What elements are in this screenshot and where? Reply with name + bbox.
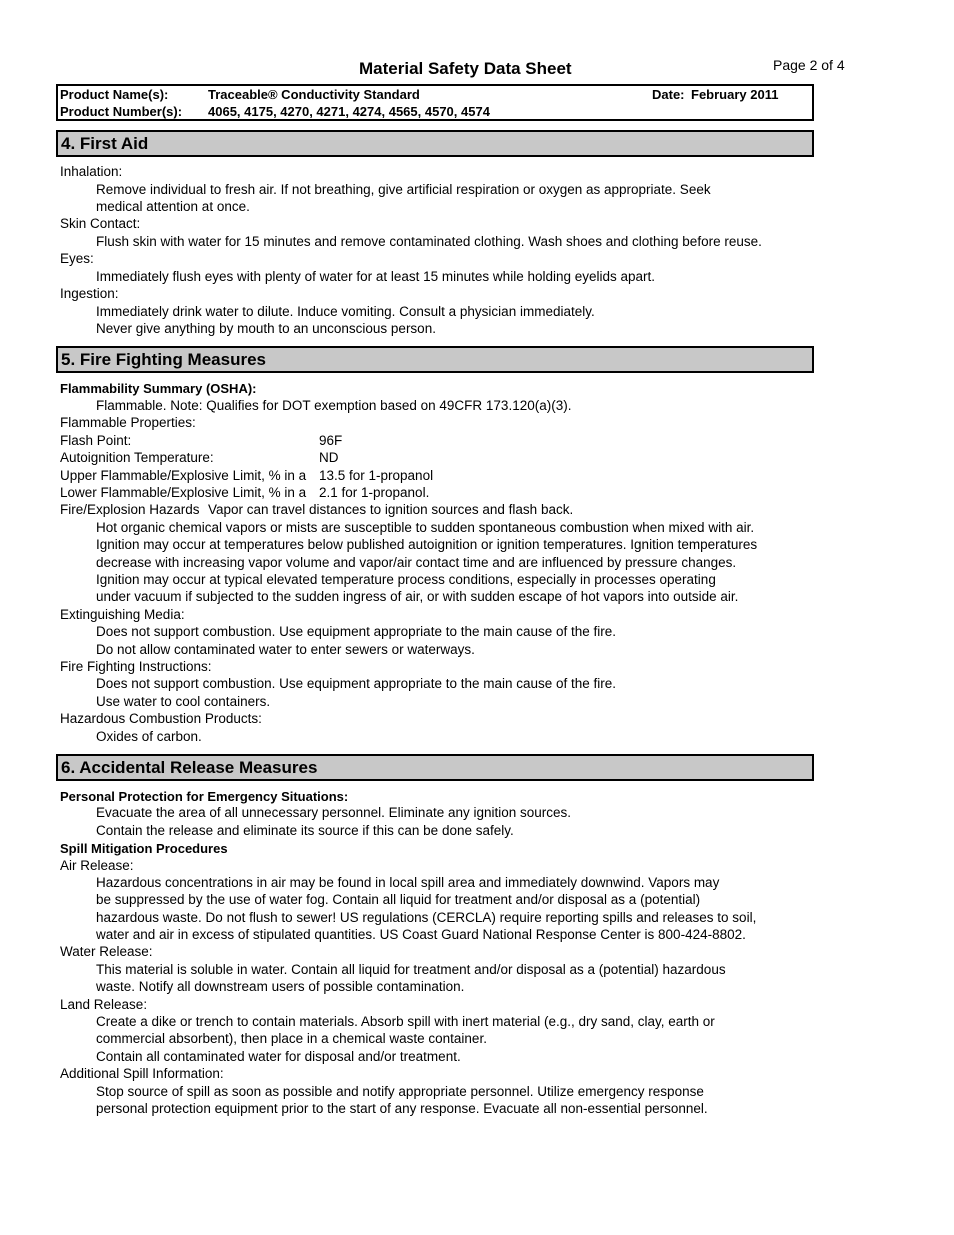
section-title: 6. Accidental Release Measures bbox=[61, 758, 318, 777]
air-release-label: Air Release: bbox=[60, 858, 134, 873]
skin-contact-label: Skin Contact: bbox=[60, 216, 141, 231]
combustion-products-text: Oxides of carbon. bbox=[96, 729, 202, 744]
flammable-properties-label: Flammable Properties: bbox=[60, 415, 196, 430]
land-release-text: Create a dike or trench to contain materials. Absorb spill with inert material (e.g., dry sand, clay, earth or bbox=[96, 1014, 715, 1029]
lower-limit-label: Lower Flammable/Explosive Limit, % in a bbox=[60, 485, 307, 500]
autoignition-label: Autoignition Temperature: bbox=[60, 450, 214, 465]
extinguishing-media-text: Do not allow contaminated water to enter sewers or waterways. bbox=[96, 642, 475, 657]
skin-contact-text: Flush skin with water for 15 minutes and remove contaminated clothing. Wash shoes and clothing before reuse. bbox=[96, 234, 762, 249]
spill-mitigation-label: Spill Mitigation Procedures bbox=[60, 841, 228, 856]
fire-instructions-text: Use water to cool containers. bbox=[96, 694, 271, 709]
combustion-products-label: Hazardous Combustion Products: bbox=[60, 711, 262, 726]
extinguishing-media-text: Does not support combustion. Use equipment appropriate to the main cause of the fire. bbox=[96, 624, 617, 639]
fire-instructions-label: Fire Fighting Instructions: bbox=[60, 659, 212, 674]
fire-hazards-text: Ignition may occur at temperatures below published autoignition or ignition temperatures. Ignition temperatures bbox=[96, 537, 758, 552]
land-release-text: commercial absorbent), then place in a chemical waste container. bbox=[96, 1031, 487, 1046]
fire-hazards-text: Hot organic chemical vapors or mists are susceptible to sudden spontaneous combustion when mixed with air. bbox=[96, 520, 755, 535]
water-release-text: This material is soluble in water. Contain all liquid for treatment and/or disposal as a (potential) hazardous bbox=[96, 962, 726, 977]
fire-instructions-text: Does not support combustion. Use equipment appropriate to the main cause of the fire. bbox=[96, 676, 617, 691]
water-release-text: waste. Notify all downstream users of possible contamination. bbox=[96, 979, 465, 994]
land-release-text: Contain all contaminated water for disposal and/or treatment. bbox=[96, 1049, 461, 1064]
ingestion-text: Immediately drink water to dilute. Induce vomiting. Consult a physician immediately. bbox=[96, 304, 595, 319]
fire-hazards-label: Fire/Explosion Hazards bbox=[60, 502, 200, 517]
fire-hazards-text: under vacuum if subjected to the sudden ingress of air, or with sudden escape of hot vapors into outside air. bbox=[96, 589, 739, 604]
fire-hazards-text: decrease with increasing vapor volume and vapor/air contact time and are influenced by pressure changes. bbox=[96, 555, 737, 570]
section-title: 5. Fire Fighting Measures bbox=[61, 350, 266, 369]
air-release-text: Hazardous concentrations in air may be found in local spill area and immediately downwind. Vapors may bbox=[96, 875, 720, 890]
flash-point-value: 96F bbox=[319, 433, 343, 448]
additional-spill-label: Additional Spill Information: bbox=[60, 1066, 224, 1081]
ingestion-label: Ingestion: bbox=[60, 286, 119, 301]
air-release-text: hazardous waste. Do not flush to sewer! US regulations (CERCLA) require reporting spills and releases to soil, bbox=[96, 910, 757, 925]
extinguishing-media-label: Extinguishing Media: bbox=[60, 607, 185, 622]
land-release-label: Land Release: bbox=[60, 997, 148, 1012]
eyes-label: Eyes: bbox=[60, 251, 94, 266]
upper-limit-label: Upper Flammable/Explosive Limit, % in a bbox=[60, 468, 307, 483]
autoignition-value: ND bbox=[319, 450, 339, 465]
product-number-label: Product Number(s): bbox=[60, 104, 183, 119]
date-value: February 2011 bbox=[691, 87, 779, 102]
product-numbers: 4065, 4175, 4270, 4271, 4274, 4565, 4570, 4574 bbox=[208, 104, 490, 119]
lower-limit-value: 2.1 for 1-propanol. bbox=[319, 485, 430, 500]
personal-protection-text: Contain the release and eliminate its source if this can be done safely. bbox=[96, 823, 514, 838]
inhalation-text: Remove individual to fresh air. If not breathing, give artificial respiration or oxygen as appropriate. Seek bbox=[96, 182, 711, 197]
flammability-summary-label: Flammability Summary (OSHA): bbox=[60, 381, 257, 396]
fire-hazards-text: Vapor can travel distances to ignition sources and flash back. bbox=[208, 502, 574, 517]
section-heading-fire-fighting bbox=[56, 346, 814, 373]
ingestion-text: Never give anything by mouth to an unconscious person. bbox=[96, 321, 436, 336]
page-number: Page 2 of 4 bbox=[773, 57, 845, 73]
product-header-box bbox=[56, 84, 814, 121]
air-release-text: water and air in excess of stipulated quantities. US Coast Guard National Response Center is 800-424-8802. bbox=[96, 927, 746, 942]
personal-protection-label: Personal Protection for Emergency Situations: bbox=[60, 789, 349, 804]
product-name: Traceable® Conductivity Standard bbox=[208, 87, 420, 102]
inhalation-text: medical attention at once. bbox=[96, 199, 250, 214]
section-heading-first-aid bbox=[56, 130, 814, 157]
date-label: Date: bbox=[652, 87, 685, 102]
document-title: Material Safety Data Sheet bbox=[359, 59, 572, 78]
section-heading-accidental-release bbox=[56, 754, 814, 781]
upper-limit-value: 13.5 for 1-propanol bbox=[319, 468, 434, 483]
product-name-label: Product Name(s): bbox=[60, 87, 169, 102]
personal-protection-text: Evacuate the area of all unnecessary personnel. Eliminate any ignition sources. bbox=[96, 805, 572, 820]
flammability-summary-text: Flammable. Note: Qualifies for DOT exemption based on 49CFR 173.120(a)(3). bbox=[96, 398, 572, 413]
section-title: 4. First Aid bbox=[61, 134, 149, 153]
flash-point-label: Flash Point: bbox=[60, 433, 132, 448]
fire-hazards-text: Ignition may occur at typical elevated temperature process conditions, especially in processes operating bbox=[96, 572, 716, 587]
additional-spill-text: Stop source of spill as soon as possible and notify appropriate personnel. Utilize emergency response bbox=[96, 1084, 704, 1099]
eyes-text: Immediately flush eyes with plenty of water for at least 15 minutes while holding eyelids apart. bbox=[96, 269, 656, 284]
air-release-text: be suppressed by the use of water fog. Contain all liquid for treatment and/or disposal as a (potential) bbox=[96, 892, 701, 907]
water-release-label: Water Release: bbox=[60, 944, 153, 959]
inhalation-label: Inhalation: bbox=[60, 164, 123, 179]
additional-spill-text: personal protection equipment prior to the start of any response. Evacuate all non-essential personnel. bbox=[96, 1101, 708, 1116]
